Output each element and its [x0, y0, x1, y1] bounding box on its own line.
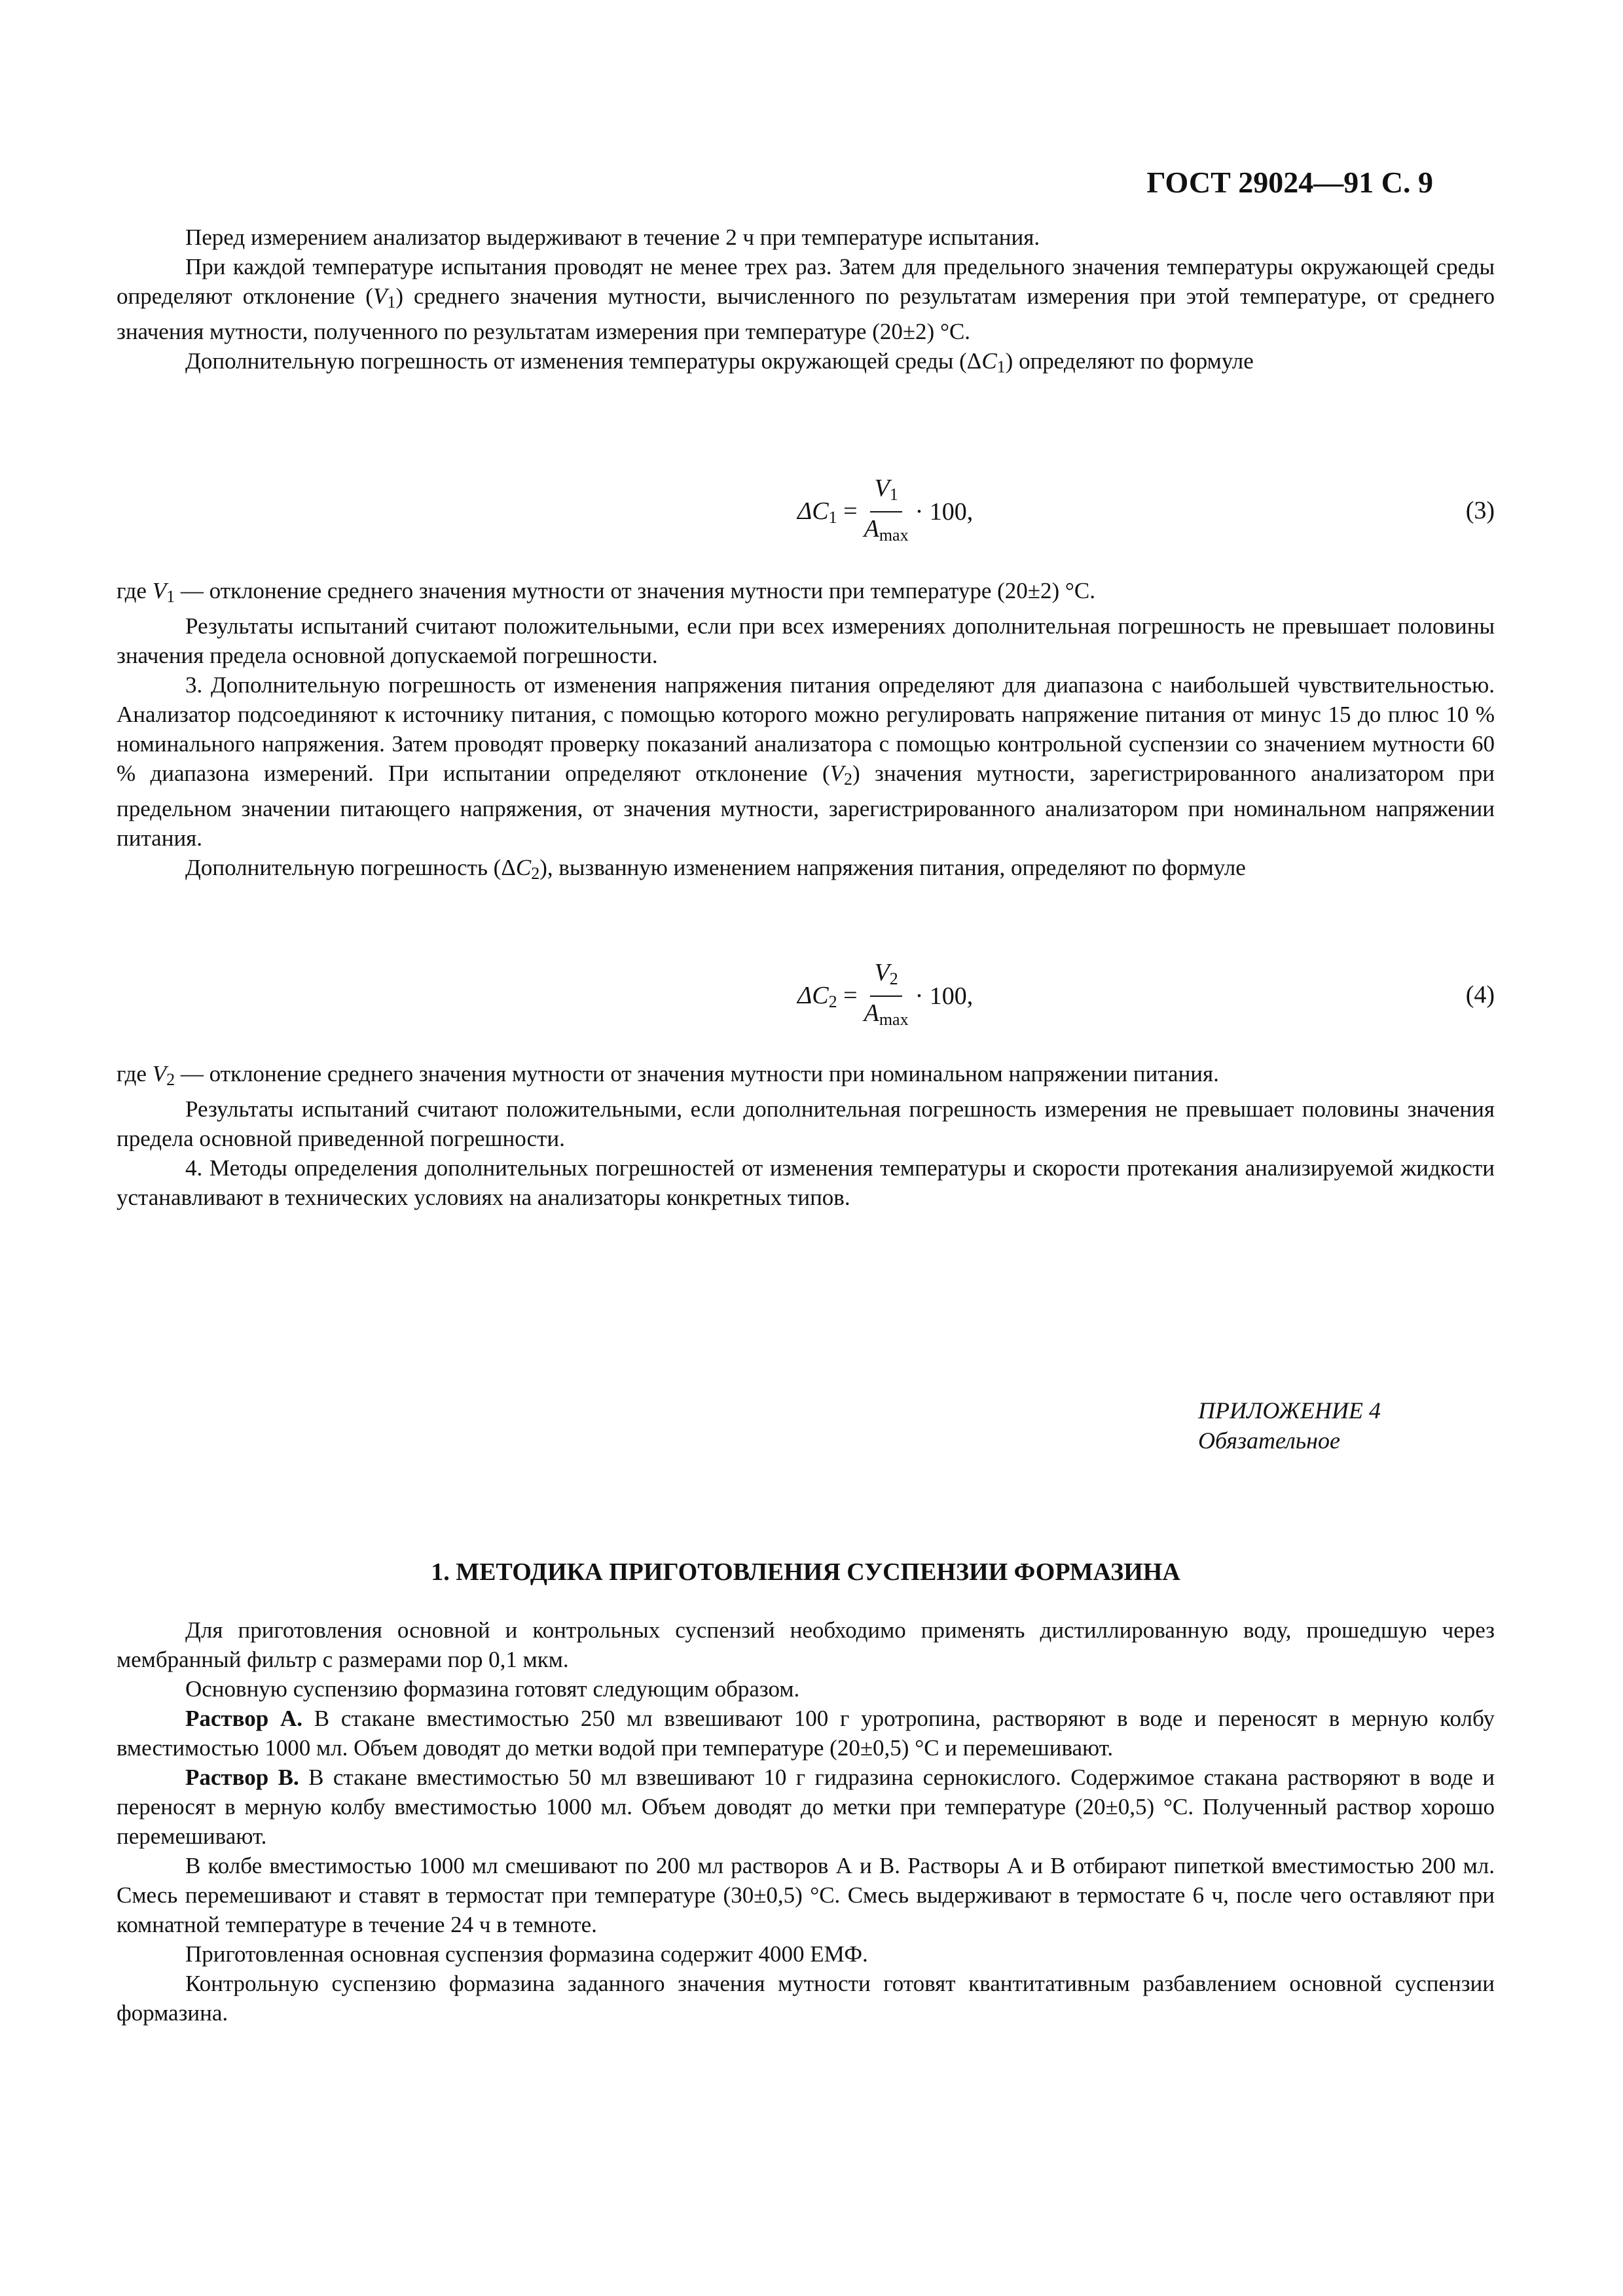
formula-number: (3)	[1465, 497, 1495, 524]
formula-body	[797, 957, 973, 1035]
formula-body	[797, 473, 973, 551]
formula-tail: · 100,	[915, 498, 974, 526]
paragraph: где $V_2$ — отклонение среднего значения мутности от значения мутности при номинальном напряжении питания.	[117, 1061, 1219, 1089]
paragraph: Раствор А. В стакане вместимостью 250 мл взвешивают 100 г уротропина, растворяют в воде и переносят в мерную колбу вместимостью 1000 мл. Объем доводят до метки водой при температуре (20±0,5) °С и перемешивают.	[117, 1706, 1495, 1761]
formula-3	[117, 473, 1495, 551]
paragraph: Раствор В. В стакане вместимостью 50 мл взвешивают 10 г гидразина сернокислого. Содержимое стакана растворяют в воде и переносят в мерную колбу вместимостью 1000 мл. Объем доводят до метки при температуре (20±0,5) °С. Полученный раствор хорошо перемешивают.	[117, 1765, 1495, 1849]
paragraph: 4. Методы определения дополнительных погрешностей от изменения температуры и скорости протекания анализируемой жидкости устанавливают в технических условиях на анализаторы конкретных типов.	[117, 1155, 1495, 1210]
paragraph: При каждой температуре испытания проводят не менее трех раз. Затем для предельного значения температуры окружающей среды определяют отклонение $(V_1)$ среднего значения мутности, вычисленного по результатам измерения при этой температуре, от среднего значения мутности, полученного по результатам измерения при температуре (20±2) °С.	[117, 254, 1495, 344]
appendix-body	[117, 1615, 1495, 2028]
paragraph: Основную суспензию формазина готовят следующим образом.	[185, 1676, 800, 1702]
paragraph: где $V_1$ — отклонение среднего значения мутности от значения мутности при температуре (20±2) °С.	[117, 578, 1095, 606]
body-block-1	[117, 223, 1495, 382]
paragraph: Дополнительную погрешность $(\Delta C_2)$, вызванную изменением напряжения питания, определяют по формуле	[185, 855, 1246, 883]
paragraph: Результаты испытаний считают положительными, если при всех измерениях дополнительная погрешность не превышает половины значения предела основной допускаемой погрешности.	[117, 613, 1495, 668]
body-block-2	[117, 576, 1495, 888]
paragraph: В колбе вместимостью 1000 мл смешивают по 200 мл растворов А и В. Растворы А и В отбирают пипеткой вместимостью 200 мл. Смесь перемешивают и ставят в термостат при температуре (30±0,5) °С. Смесь выдерживают в термостате 6 ч, после чего оставляют при комнатной температуре в течение 24 ч в темноте.	[117, 1853, 1495, 1937]
formula-4	[117, 957, 1495, 1035]
formula-number: (4)	[1465, 981, 1495, 1009]
appendix-title: ПРИЛОЖЕНИЕ 4	[1198, 1397, 1381, 1424]
paragraph: Контрольную суспензию формазина заданного значения мутности готовят квантитативным разбавлением основной суспензии формазина.	[117, 1971, 1495, 2026]
section-title: 1. МЕТОДИКА ПРИГОТОВЛЕНИЯ СУСПЕНЗИИ ФОРМАЗИНА	[431, 1558, 1180, 1586]
body-block-3	[117, 1059, 1495, 1212]
paragraph: Результаты испытаний считают положительными, если дополнительная погрешность измерения не превышает половины значения предела основной приведенной погрешности.	[117, 1096, 1495, 1151]
formula-lhs: $\Delta C_1$ =	[797, 497, 858, 527]
paragraph: Приготовленная основная суспензия формазина содержит 4000 ЕМФ.	[185, 1941, 868, 1967]
paragraph: 3. Дополнительную погрешность от изменения напряжения питания определяют для диапазона с наибольшей чувствительностью. Анализатор подсоединяют к источнику питания, с помощью которого можно регулировать напряжение питания от минус 15 до плюс 10 % номинального напряжения. Затем проводят проверку показаний анализатора с помощью контрольной суспензии со значением мутности 60 % диапазона измерений. При испытании определяют отклонение $(V_2)$ значения мутности, зарегистрированного анализатором при предельном значении питающего напряжения, от значения мутности, зарегистрированного анализатором при номинальном напряжении питания.	[117, 672, 1495, 851]
page-header-doc-ref: ГОСТ 29024—91 С. 9	[1146, 166, 1433, 199]
paragraph: Перед измерением анализатор выдерживают в течение 2 ч при температуре испытания.	[185, 224, 1040, 250]
formula-fraction: $\frac{V_2}{A_{max}}$	[864, 959, 909, 1029]
appendix-status: Обязательное	[1198, 1427, 1340, 1454]
paragraph: Для приготовления основной и контрольных суспензий необходимо применять дистиллированную воду, прошедшую через мембранный фильтр с размерами пор 0,1 мкм.	[117, 1617, 1495, 1672]
paragraph: Дополнительную погрешность от изменения температуры окружающей среды $(\Delta C_1)$ определяют по формуле	[185, 348, 1254, 376]
formula-tail: · 100,	[915, 982, 974, 1010]
formula-fraction: $\frac{V_1}{A_{max}}$	[864, 475, 909, 545]
formula-lhs: $\Delta C_2$ =	[797, 981, 858, 1011]
